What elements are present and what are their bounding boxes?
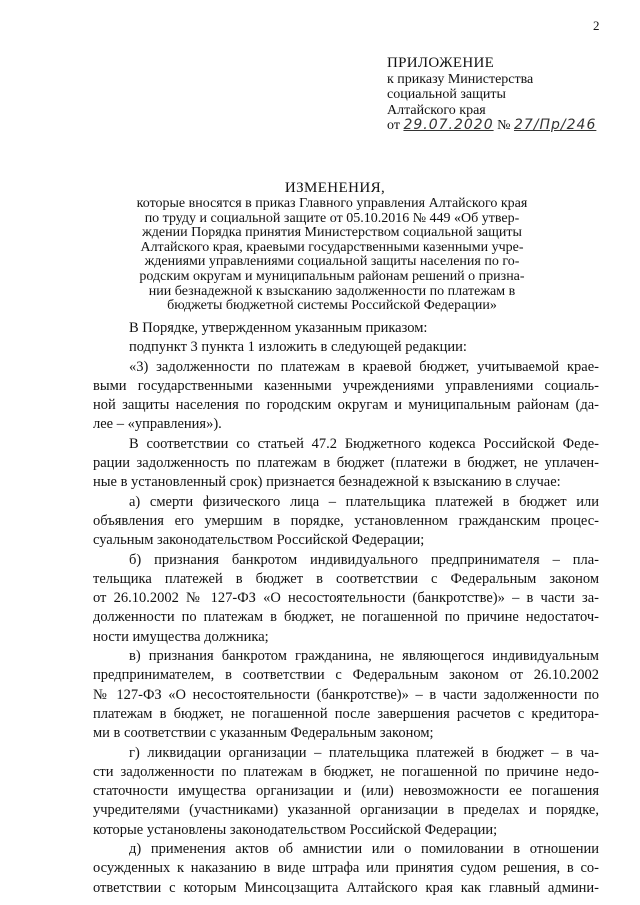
page-number: 2	[593, 18, 600, 33]
heading-line: бюджеты бюджетной системы Российской Федерации»	[167, 298, 497, 314]
body-line: В Порядке, утвержденном указанным приказом:	[129, 320, 428, 336]
body-line: осужденных к наказанию в виде штрафа или принятия судом решения, в со-	[93, 860, 599, 877]
body-line: в) признания банкротом гражданина, не являющегося индивидуальным	[129, 648, 599, 665]
body-line: ми в соответствии с указанным Федеральным законом;	[93, 725, 434, 742]
number-prefix: №	[497, 118, 511, 133]
appendix-block	[387, 56, 596, 134]
body-line: б) признания банкротом индивидуального предпринимателя – пла-	[129, 551, 599, 568]
body-line: ответствии с которым Минсоцзащита Алтайского края как главный админи-	[93, 879, 599, 896]
heading-title: ИЗМЕНЕНИЯ,	[284, 180, 386, 196]
heading-line: родским округам и муниципальным районам решений о призна-	[139, 268, 525, 284]
appendix-date-line	[387, 118, 596, 134]
body-line: выми государственными казенными учреждениями управлениями социаль-	[93, 377, 599, 394]
body-line: ные в установленный срок) признается безнадежной к взысканию в случае:	[93, 474, 561, 491]
heading-line: Алтайского края, краевыми государственными казенными учре-	[140, 239, 524, 255]
body-line: предпринимателем, в соответствии с Федеральным законом от 26.10.2002	[93, 667, 599, 684]
body-line: суальным законодательством Российской Федерации;	[93, 532, 425, 549]
document-body	[93, 319, 599, 898]
body-line: тельщика платежей в бюджет в соответствии с Федеральным законом	[93, 570, 599, 587]
body-line: В соответствии со статьей 47.2 Бюджетного кодекса Российской Феде-	[129, 435, 599, 452]
handwritten-date: 29.07.2020	[403, 117, 494, 133]
body-line: рации задолженность по платежам в бюджет (платежи в бюджет, не уплачен-	[93, 455, 599, 472]
body-line: «3) задолженности по платежам в краевой бюджет, учитываемой крае-	[129, 358, 599, 375]
heading-line: нии безнадежной к взысканию задолженности по платежам в	[148, 283, 516, 299]
heading-line: ждениями управлениями социальной защиты населения по го-	[144, 254, 520, 270]
body-line: которые установлены законодательством Российской Федерации;	[93, 821, 498, 838]
appendix-line: социальной защиты	[387, 87, 506, 102]
body-line: от 26.10.2002 № 127-ФЗ «О несостоятельности (банкротстве)» – в части за-	[93, 590, 599, 607]
body-line: № 127-ФЗ «О несостоятельности (банкротстве)» – в части задолженности по	[93, 686, 599, 703]
heading-line: по труду и социальной защите от 05.10.2016 № 449 «Об утвер-	[144, 210, 520, 226]
handwritten-number: 27/Пр/246	[513, 117, 597, 133]
body-line: ности имущества должника;	[93, 628, 269, 645]
body-line: г) ликвидации организации – плательщика платежей в бюджет – в ча-	[129, 744, 599, 761]
body-line: долженности по платежам в бюджет, не погашенной по причине недостаточ-	[93, 609, 599, 626]
body-line: а) смерти физического лица – плательщика платежей в бюджет или	[129, 493, 599, 510]
body-line: ной защиты населения по городским округам и муниципальным районам (да-	[93, 397, 599, 414]
body-line: статочности имущества организации и (или) невозможности ее погашения	[93, 783, 599, 800]
body-line: лее – «управления»).	[93, 416, 222, 433]
body-line: подпункт 3 пункта 1 изложить в следующей редакции:	[129, 339, 467, 356]
appendix-line: к приказу Министерства	[387, 71, 534, 87]
appendix-line: Алтайского края	[387, 102, 486, 118]
heading-line: ждении Порядка принятия Министерством социальной защиты	[142, 225, 522, 241]
body-line: платежам в бюджет, не погашенной после завершения расчетов с кредитора-	[93, 705, 599, 722]
heading-line: которые вносятся в приказ Главного управления Алтайского края	[136, 196, 528, 211]
body-line: сти задолженности по платежам в бюджет, не погашенной по причине недо-	[93, 763, 599, 780]
date-prefix: от	[387, 118, 400, 133]
document-heading	[0, 180, 640, 314]
body-line: учредителями (участниками) указанной организации в пределах и порядке,	[93, 802, 599, 819]
appendix-title: ПРИЛОЖЕНИЕ	[387, 55, 495, 71]
body-line: объявления его умершим в порядке, установленном гражданским процес-	[93, 512, 599, 529]
body-line: д) применения актов об амнистии или о помиловании в отношении	[129, 841, 599, 858]
